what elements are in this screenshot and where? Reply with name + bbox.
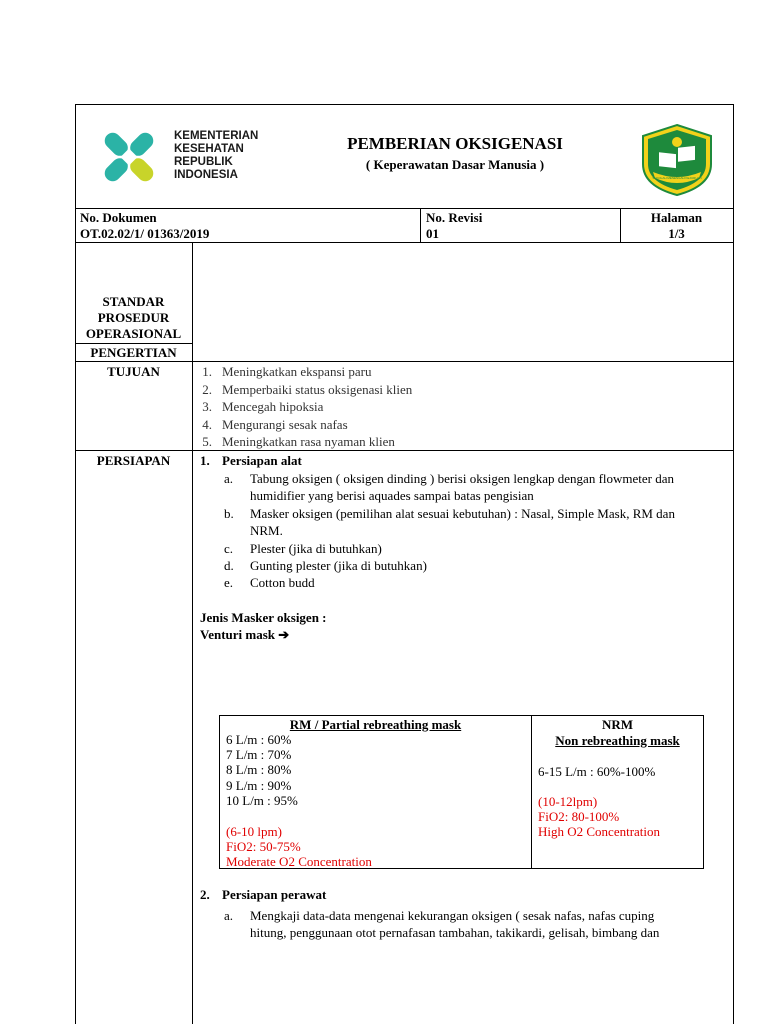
list-item-text: Mencegah hipoksia	[222, 399, 324, 415]
rm-row: 7 L/m : 70%	[226, 747, 292, 763]
list-item-text: Meningkatkan ekspansi paru	[222, 364, 372, 379]
list-item-text: humidifier yang berisi aquades sampai batas pengisian	[250, 488, 534, 504]
list-item-text: Cotton budd	[250, 575, 315, 591]
list-item-text: Memperbaiki status oksigenasi klien	[222, 381, 413, 397]
list-item-text: Plester (jika di butuhkan)	[250, 540, 382, 556]
section2-title: Persiapan perawat	[222, 887, 327, 902]
list-item-text: hitung, penggunaan otot pernafasan tambahan, takikardi, gelisah, bimbang dan	[250, 925, 660, 941]
sop-line3: OPERASIONAL	[85, 326, 182, 341]
list-item: 5. Meningkatkan rasa nyaman klien	[202, 434, 395, 450]
nrm-lpm: (10-12lpm)	[538, 794, 598, 809]
list-item: e. Cotton budd	[224, 575, 315, 591]
rm-row: 8 L/m : 80%	[226, 762, 292, 778]
rm-row: 9 L/m : 90%	[226, 777, 292, 793]
kemenkes-line2: KESEHATAN	[174, 143, 244, 155]
persiapan-label: PERSIAPAN	[96, 453, 171, 468]
halaman-value: 1/3	[668, 226, 685, 241]
list-item-text: Mengurangi sesak nafas	[222, 416, 348, 432]
list-item-text: Mengkaji data-data mengenai kekurangan oksigen ( sesak nafas, nafas cuping	[250, 908, 655, 923]
kemenkes-line3: REPUBLIK	[174, 156, 233, 168]
jenis-masker-title: Jenis Masker oksigen :	[200, 610, 327, 625]
list-item: c. Plester (jika di butuhkan)	[224, 540, 382, 556]
smk-logo	[637, 122, 717, 198]
rm-fio2: FiO2: 50-75%	[226, 839, 301, 855]
halaman-label: Halaman	[650, 210, 703, 225]
sop-line2: PROSEDUR	[97, 310, 170, 325]
kemenkes-logo-icon	[94, 122, 164, 192]
list-item-text: Gunting plester (jika di butuhkan)	[250, 557, 427, 573]
venturi-mask-label: Venturi mask ➔	[200, 627, 290, 642]
rm-row: 6 L/m : 60%	[226, 732, 292, 747]
page-subtitle: ( Keperawatan Dasar Manusia )	[365, 157, 545, 172]
no-revisi-label: No. Revisi	[426, 210, 483, 225]
sop-title	[75, 294, 192, 342]
tujuan-label: TUJUAN	[107, 364, 160, 379]
no-dokumen-label: No. Dokumen	[80, 210, 157, 225]
list-item-text: Tabung oksigen ( oksigen dinding ) berisi oksigen lengkap dengan flowmeter dan	[250, 471, 675, 486]
nrm-concentration: High O2 Concentration	[538, 824, 661, 840]
section2-number: 2.	[200, 887, 210, 902]
list-item-text: Meningkatkan rasa nyaman klien	[222, 434, 395, 450]
no-revisi-value: 01	[426, 226, 439, 241]
list-item-text: NRM.	[250, 523, 283, 539]
tujuan-list	[196, 363, 726, 451]
kemenkes-line4: INDONESIA	[174, 169, 238, 181]
list-item: 4. Mengurangi sesak nafas	[202, 416, 348, 432]
nrm-red-notes	[538, 794, 660, 840]
mask-table	[219, 715, 704, 869]
kemenkes-logo	[94, 122, 264, 194]
rm-concentration: Moderate O2 Concentration	[226, 854, 372, 870]
list-item: b. Masker oksigen (pemilihan alat sesuai kebutuhan) : Nasal, Simple Mask, RM dan NRM.	[224, 505, 675, 539]
list-item: 2. Memperbaiki status oksigenasi klien	[202, 381, 413, 397]
list-item: 1. Meningkatkan ekspansi paru	[202, 364, 372, 379]
section1-number: 1.	[200, 453, 210, 468]
rm-rows	[226, 732, 298, 808]
nrm-fio2: FiO2: 80-100%	[538, 809, 620, 825]
rm-red-notes	[226, 824, 372, 870]
list-item: d. Gunting plester (jika di butuhkan)	[224, 557, 427, 573]
nrm-rate: 6-15 L/m : 60%-100%	[538, 764, 656, 779]
page-title: PEMBERIAN OKSIGENASI	[347, 134, 563, 153]
list-item: a. Tabung oksigen ( oksigen dinding ) berisi oksigen lengkap dengan flowmeter dan humidifier yang berisi aquades sampai batas pengisian	[224, 471, 675, 504]
section1-title: Persiapan alat	[222, 453, 302, 468]
list-item: 3. Mencegah hipoksia	[202, 399, 324, 415]
nrm-header: NRM	[601, 717, 634, 732]
perawat-list	[222, 907, 727, 942]
rm-row: 10 L/m : 95%	[226, 792, 298, 808]
rm-header: RM / Partial rebreathing mask	[289, 717, 462, 732]
list-item: a. Mengkaji data-data mengenai kekurangan oksigen ( sesak nafas, nafas cuping hitung, penggunaan otot pernafasan tambahan, takikardi, gelisah, bimbang dan	[224, 908, 660, 941]
list-item-text: Masker oksigen (pemilihan alat sesuai kebutuhan) : Nasal, Simple Mask, RM dan	[250, 505, 675, 521]
nrm-subheader: Non rebreathing mask	[555, 733, 680, 748]
alat-list	[222, 470, 727, 592]
no-dokumen-value: OT.02.02/1/ 01363/2019	[80, 226, 210, 241]
rm-lpm: (6-10 lpm)	[226, 824, 282, 839]
school-emblem-icon	[637, 122, 717, 198]
kemenkes-line1: KEMENTERIAN	[174, 130, 259, 142]
pengertian-label: PENGERTIAN	[90, 345, 177, 360]
smk-ribbon-text: SEKOLAH MENENGAH KEJURUAN	[652, 176, 702, 180]
sop-line1: STANDAR	[102, 294, 165, 309]
